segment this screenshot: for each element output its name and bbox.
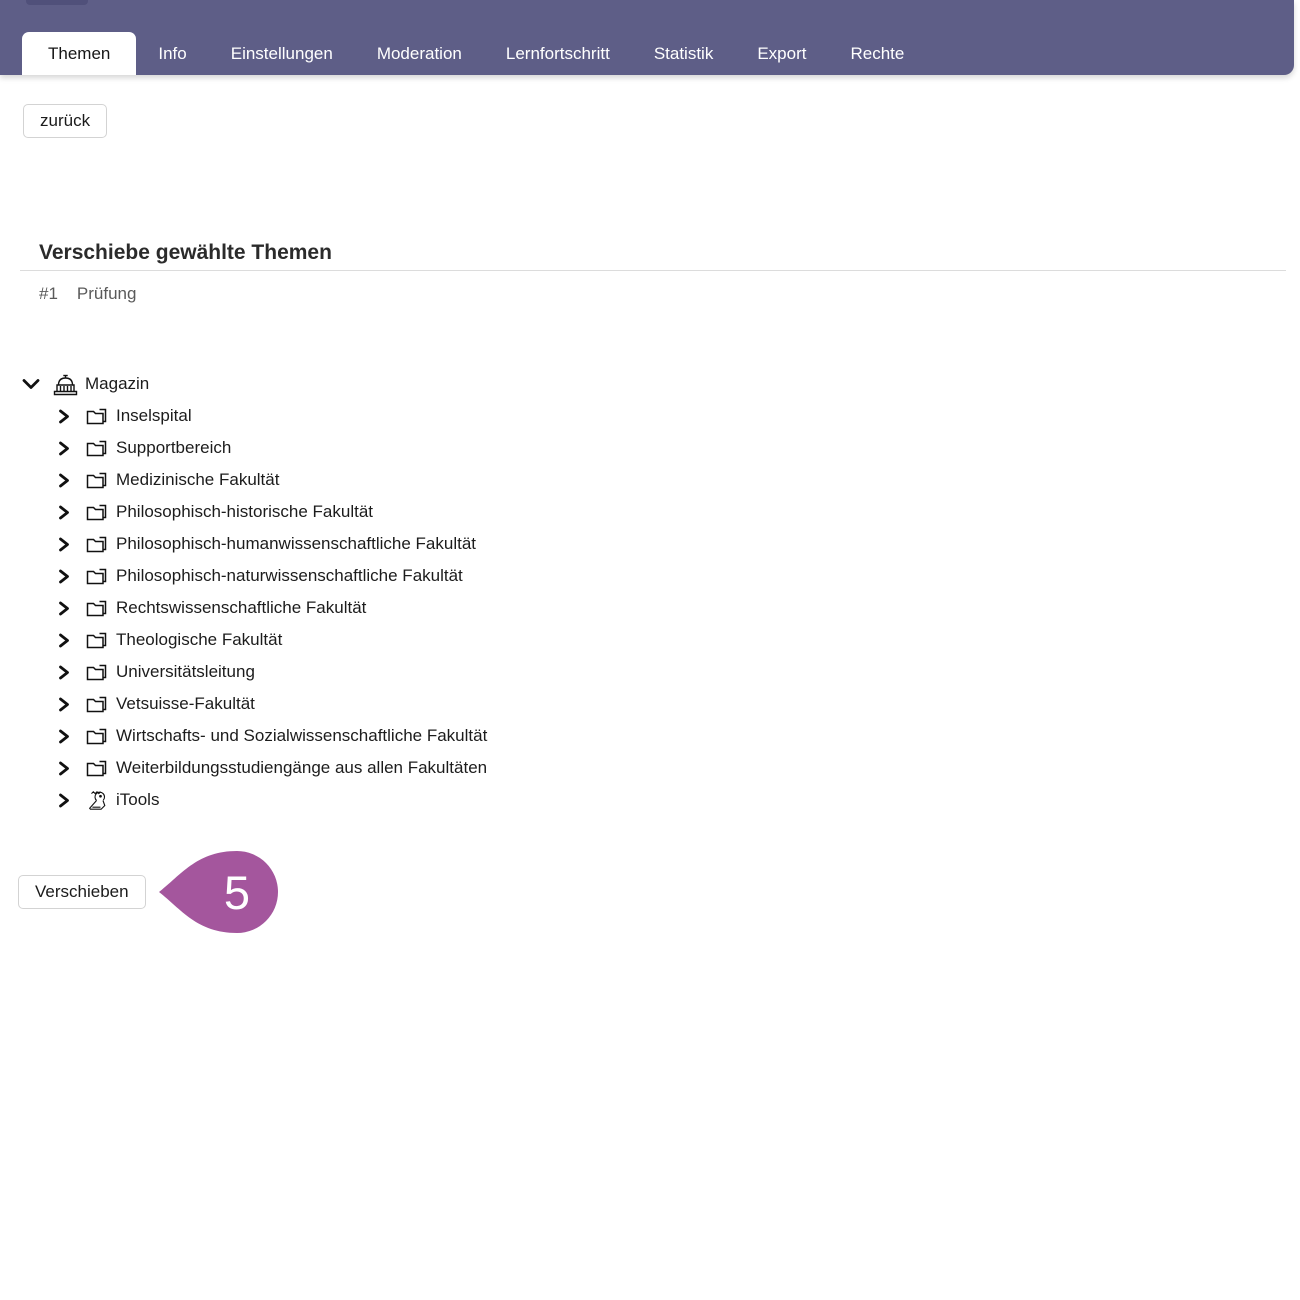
tab-bar [22, 32, 926, 75]
folder-icon [86, 471, 108, 490]
folder-icon [86, 759, 108, 778]
chevron-right-icon[interactable] [58, 569, 71, 584]
folder-icon [86, 663, 108, 682]
annotation-balloon-5 [159, 850, 283, 934]
folder-icon [86, 631, 108, 650]
selected-topic-index: #1 [39, 284, 58, 303]
folder-icon [86, 567, 108, 586]
move-button[interactable]: Verschieben [18, 875, 146, 909]
tree-row [22, 496, 487, 528]
tree-node-label[interactable]: Supportbereich [116, 438, 232, 457]
tree-row [22, 464, 487, 496]
tree-row [22, 432, 487, 464]
chevron-right-icon[interactable] [58, 633, 71, 648]
chevron-right-icon[interactable] [58, 793, 71, 808]
tree-row [22, 400, 487, 432]
folder-icon [86, 599, 108, 618]
tree-node-label[interactable]: Weiterbildungsstudiengänge aus allen Fakultäten [116, 758, 488, 777]
tree-row [22, 560, 487, 592]
balloon-shape [159, 851, 278, 933]
university-building-icon [52, 373, 79, 396]
tree-node-label[interactable]: Theologische Fakultät [116, 630, 283, 649]
chevron-right-icon[interactable] [58, 441, 71, 456]
tree-node-label[interactable]: Rechtswissenschaftliche Fakultät [116, 598, 367, 617]
repository-tree [22, 368, 487, 816]
chevron-right-icon[interactable] [58, 537, 71, 552]
chevron-right-icon[interactable] [58, 409, 71, 424]
tree-node-label[interactable]: Inselspital [116, 406, 192, 425]
tree-node-label[interactable]: Vetsuisse-Fakultät [116, 694, 255, 713]
tree-row [22, 720, 487, 752]
tree-node-label[interactable]: Magazin [85, 374, 150, 393]
tree-node-label[interactable]: Wirtschafts- und Sozialwissenschaftliche Fakultät [116, 726, 488, 745]
tree-row [22, 528, 487, 560]
tab-themen[interactable]: Themen [22, 32, 136, 75]
divider [20, 270, 1286, 271]
tab-lernfortschritt[interactable]: Lernfortschritt [505, 44, 610, 63]
folder-icon [86, 535, 108, 554]
selected-topic-label: Prüfung [76, 284, 137, 303]
chevron-right-icon[interactable] [58, 697, 71, 712]
itools-icon [86, 789, 108, 812]
page-title: Verschiebe gewählte Themen [39, 241, 332, 264]
tab-rechte[interactable]: Rechte [850, 44, 905, 63]
header-bar [0, 0, 1294, 75]
folder-icon [86, 407, 108, 426]
chevron-right-icon[interactable] [58, 505, 71, 520]
chevron-right-icon[interactable] [58, 601, 71, 616]
tree-row [22, 688, 487, 720]
chevron-right-icon[interactable] [58, 761, 71, 776]
tree-row [22, 624, 487, 656]
tree-node-label[interactable]: Philosophisch-humanwissenschaftliche Fakultät [116, 534, 477, 553]
tab-einstellungen[interactable]: Einstellungen [230, 44, 333, 63]
chevron-right-icon[interactable] [58, 473, 71, 488]
tree-node-label[interactable]: Medizinische Fakultät [116, 470, 280, 489]
partial-element-top [26, 0, 88, 5]
tab-info[interactable]: Info [158, 44, 187, 63]
tab-statistik[interactable]: Statistik [653, 44, 714, 63]
annotation-number: 5 [223, 866, 251, 919]
back-button[interactable]: zurück [23, 104, 107, 138]
folder-icon [86, 727, 108, 746]
tab-moderation[interactable]: Moderation [376, 44, 462, 63]
tree-node-label[interactable]: Philosophisch-naturwissenschaftliche Fakultät [116, 566, 463, 585]
folder-icon [86, 695, 108, 714]
selected-topic-row [39, 284, 136, 304]
chevron-right-icon[interactable] [58, 729, 71, 744]
folder-icon [86, 439, 108, 458]
folder-icon [86, 503, 108, 522]
tab-export[interactable]: Export [757, 44, 807, 63]
chevron-right-icon[interactable] [58, 665, 71, 680]
chevron-down-icon[interactable] [22, 378, 40, 390]
tree-row [22, 368, 487, 400]
tree-node-label[interactable]: Universitätsleitung [116, 662, 255, 681]
tree-row [22, 784, 487, 816]
tree-row [22, 592, 487, 624]
tree-row [22, 656, 487, 688]
tree-node-label[interactable]: Philosophisch-historische Fakultät [116, 502, 374, 521]
tree-row [22, 752, 487, 784]
tree-node-label[interactable]: iTools [116, 790, 160, 809]
